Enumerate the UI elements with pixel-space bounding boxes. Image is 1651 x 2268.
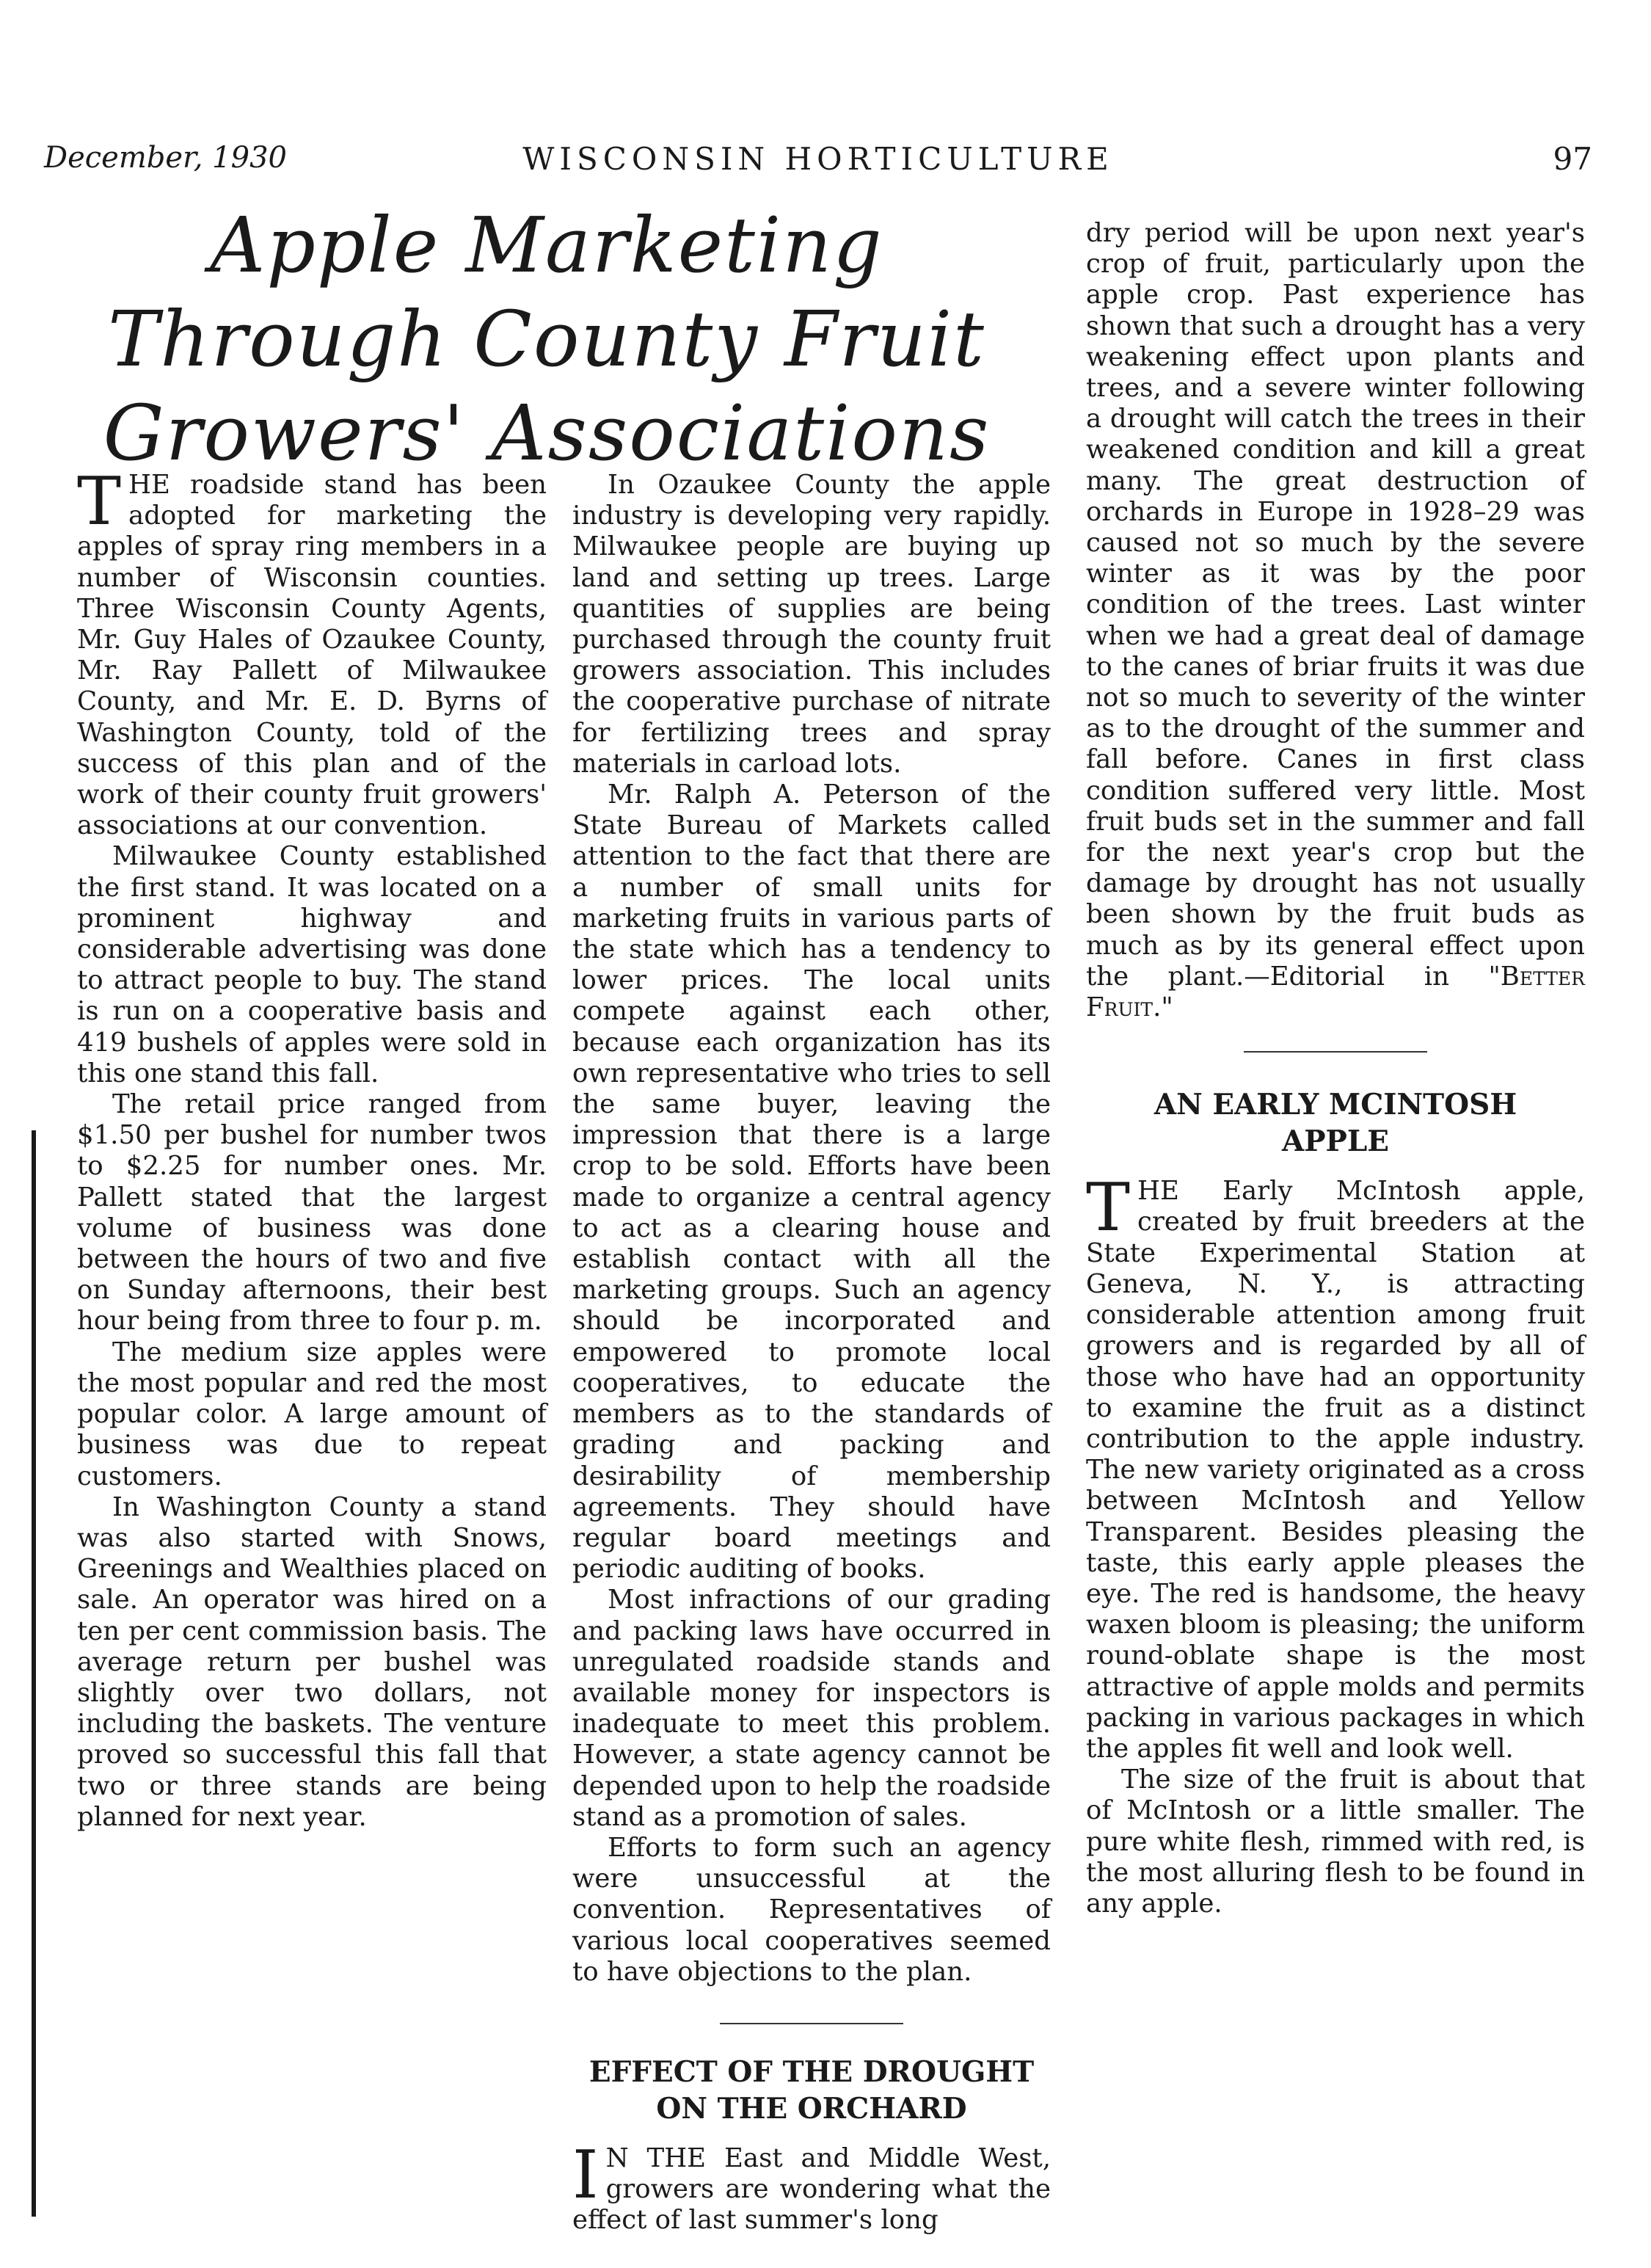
- article-paragraph: The size of the fruit is about that of McIntosh or a little smaller. The pure white flesh, rimmed with red, is the most alluring flesh to be found in any apple.: [1086, 1764, 1585, 1919]
- journal-name: WISCONSIN HORTICULTURE: [522, 141, 1114, 177]
- article-paragraph: I N THE East and Middle West, growers are wondering what the effect of last summer's long: [572, 2136, 1051, 2236]
- section-heading-drought: EFFECT OF THE DROUGHT ON THE ORCHARD: [588, 2054, 1035, 2126]
- article-paragraph: In Ozaukee County the apple industry is developing very rapidly. Milwaukee people are buying up land and setting up trees. Large quantities of supplies are being purchased through the county fruit growers association. This includes the cooperative purchase of nitrate for fertilizing trees and spray materials in carload lots.: [572, 470, 1051, 779]
- page-number: 97: [1553, 141, 1592, 177]
- article-paragraph: Milwaukee County established the first stand. It was located on a prominent highway and considerable advertising was done to attract people to buy. The stand is run on a cooperative basis and 419 bushels of apples were sold in this one stand this fall.: [77, 841, 547, 1088]
- drop-cap: I: [572, 2136, 599, 2214]
- drop-cap: T: [1086, 1169, 1131, 1247]
- article-paragraph: THE Early McIntosh apple, created by fruit breeders at the State Experimental Station at Geneva, N. Y., is attracting considerable attention among fruit growers and is regarded by all of those who have had an opportunity to examine the fruit as a distinct contribution to the apple industry. The new variety originated as a cross between McIntosh and Yellow Transparent. Besides pleasing the taste, this early apple pleases the eye. The red is handsome, the heavy waxen bloom is pleasing; the uniform round-oblate shape is the most attractive of apple molds and permits packing in various packages in which the apples fit well and look well.: [1086, 1169, 1585, 1764]
- column-1: [77, 463, 547, 1833]
- article-paragraph: The retail price ranged from $1.50 per bushel for number twos to $2.25 for number ones. Mr. Pallett stated that the largest volume of business was done between the hours of two and five on Sunday afternoons, their best hour being from three to four p. m.: [77, 1089, 547, 1337]
- drop-cap: T: [77, 463, 122, 540]
- column-2: [572, 470, 1051, 2236]
- source-credit: "Better Fruit.": [1086, 961, 1585, 1023]
- margin-bar: [32, 1130, 36, 2217]
- section-heading-mcintosh: AN EARLY MCINTOSH APPLE: [1153, 1088, 1517, 1159]
- article-paragraph: dry period will be upon next year's crop of fruit, particularly upon the apple crop. Past experience has shown that such a drought has a very weakening effect upon plants and trees, and a severe winter following a drought will catch the trees in their weakened condition and kill a great many. The great destruction of orchards in Europe in 1928–29 was caused not so much by the severe winter as it was by the poor condition of the trees. Last winter when we had a great deal of damage to the canes of briar fruits it was due not so much to severity of the winter as to the drought of the summer and fall before. Canes in first class condition suffered very little. Most fruit buds set in the summer and fall for the next year's crop but the damage by drought has not usually been shown by the fruit buds as much as by its general effect upon the plant.—Editorial in "Better Fruit.": [1086, 218, 1585, 1023]
- issue-date: December, 1930: [44, 141, 287, 175]
- article-title: Apple Marketing Through County Fruit Growers' Associations: [103, 200, 991, 478]
- section-divider: [720, 2023, 903, 2024]
- article-paragraph: Most infractions of our grading and packing laws have occurred in unregulated roadside stands and available money for inspectors is inadequate to meet this problem. However, a state agency cannot be depended upon to help the roadside stand as a promotion of sales.: [572, 1585, 1051, 1832]
- running-header: [44, 141, 1592, 185]
- article-paragraph: In Washington County a stand was also started with Snows, Greenings and Wealthies placed on sale. An operator was hired on a ten per cent commission basis. The average return per bushel was slightly over two dollars, not including the baskets. The venture proved so successful this fall that two or three stands are being planned for next year.: [77, 1491, 547, 1832]
- section-divider: [1244, 1051, 1427, 1053]
- article-paragraph: THE roadside stand has been adopted for marketing the apples of spray ring members in a number of Wisconsin counties. Three Wisconsin County Agents, Mr. Guy Hales of Ozaukee County, Mr. Ray Pallett of Milwaukee County, and Mr. E. D. Byrns of Washington County, told of the success of this plan and of the work of their county fruit growers' associations at our convention.: [77, 463, 547, 841]
- article-paragraph: The medium size apples were the most popular and red the most popular color. A large amount of business was due to repeat customers.: [77, 1337, 547, 1491]
- column-3: [1086, 218, 1585, 1919]
- article-paragraph: Efforts to form such an agency were unsuccessful at the convention. Representatives of various local cooperatives seemed to have objections to the plan.: [572, 1832, 1051, 1987]
- article-paragraph: Mr. Ralph A. Peterson of the State Bureau of Markets called attention to the fact that there are a number of small units for marketing fruits in various parts of the state which has a tendency to lower prices. The local units compete against each other, because each organization has its own representative who tries to sell the same buyer, leaving the impression that there is a large crop to be sold. Efforts have been made to organize a central agency to act as a clearing house and establish contact with all the marketing groups. Such an agency should be incorporated and empowered to promote local cooperatives, to educate the members as to the standards of grading and packing and desirability of membership agreements. They should have regular board meetings and periodic auditing of books.: [572, 779, 1051, 1585]
